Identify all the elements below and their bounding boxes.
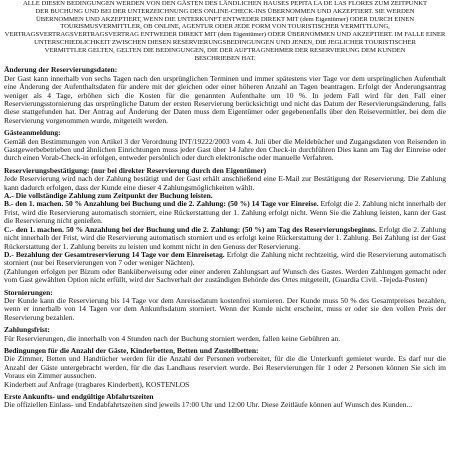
header-line: VERMITTLER GELTEN, GELTEN DIE BEDINGUNGEN, DIE DER AUFTRAGNEHMER DER RESERVIERUNG DEM KUNDEN [44,46,406,54]
header-line: TOURISMUSVERMITTLER, OB ONLINE, AGENTUR ODER JEDE FORM VON TOURISTISCHER VERMITTLUNG, [60,23,390,31]
section-guests [4,347,446,389]
section-text: Die offiziellen Einlass- und Endabfahrtszeiten sind jeweils 17:00 Uhr und 12:00 Uhr. Diese Zeitläufe können auf Wunsch des Kunden... [4,400,413,410]
payment-option-a: A.- Die vollständige Zahlung zum Zeitpunkt der Buchung leisten. [4,191,213,201]
header-line: VERTRAGSVERTRAGSVERTRAGSVERTRAG ENTWEDER DIREKT MIT (dem Eigentümer) ODER ÜBERNOMMEN UND AKZEPTIERT. IM FALLE EINER [4,31,446,39]
section-title: Bedingungen für die Anzahl der Gäste, Kinderbetten, Betten und Zustellbetten: [4,345,259,355]
section-text: Der Gast kann innerhalb von sechs Tagen nach den ursprünglichen Terminen und immer spätestens vier Tage vor dem ursprünglichen Aufenthalt eine Änderung der Aufenthaltsdaten für andere mit der gleichen oder einer höheren Anzahl an Tagen beantragen. Erfolgt der Änderungsantrag weniger als 4 Tage, erhöhen sich die Kosten für die genannten Aufenthalte um 10 %. In jedem Fall wird für den Fall einer Reservierungsstornierung das ursprüngliche Datum der ersten Reservierung berücksichtigt und nicht das Datum der Reservierungsänderung, falls diese stattgefunden hat. Der Antrag auf Änderung der Daten muss dem Eigentümer oder gegebenenfalls über den Reisevermittler, bei dem die Reservierung vorgenommen wurde, mitgeteilt werden. [4,73,446,125]
payment-option-b [4,200,446,225]
header-line: ÜBERNOMMEN UND AKZEPTIERT, WENN DIE UNTERKUNFT ENTWEDER DIREKT MIT (dem Eigentümer) ODER DURCH EINEN [35,15,415,23]
payment-option-d-heading: D.- Bezahlung der Gesamtreservierung 14 Tage vor dem Einreisetag. [4,249,225,259]
payment-option-d [4,251,446,268]
crib-note: Kinderbett auf Anfrage (tragbares Kinderbett), KOSTENLOS [4,379,190,389]
section-payment-deadline [4,326,446,343]
payment-option-b-heading: B.- den 1. machen. 50 % Anzahlung bei Buchung und die 2. Zahlung: (50 %) 14 Tage vor Einreise. [4,199,319,209]
section-title: Gästeanmeldung: [4,128,61,138]
payment-option-d-text: Erfolgt die Zahlung nicht rechtzeitig, wird die Reservierung automatisch storniert (nur bei Reservierungen von 7 oder weniger Nächten). [4,249,446,268]
section-title: Änderung der Reservierungsdaten: [4,65,118,75]
section-cancellation [4,289,446,323]
section-title: Stornierungen: [4,287,53,297]
section-title: Zahlungsfrist: [4,325,50,335]
section-text: Der Kunde kann die Reservierung bis 14 Tage vor dem Anreisedatum kostenfrei stornieren. Der Kunde muss 50 % des Gesamtpreises bezahlen, wenn er innerhalb von 14 Tagen vor dem Ankunftsdatum storniert. Wenn der Kunde nicht erscheint, muss er oder sie den vollen Preis der Reservierung bezahlen. [4,295,446,322]
section-text: Jede Reservierung wird nach der Zahlung bestätigt und der Gast erhält anschließend eine E-Mail zur Bestätigung der Reservierung. Die Zahlung kann dadurch erfolgen, dass der Kunde eine dieser 4 Zahlungsmöglichkeiten wählt. [4,174,446,192]
section-text: Gemäß den Bestimmungen von Artikel 3 der Verordnung INT/19222/2003 vom 4. Juli über die Meldebücher und Zugangsdaten von Reisenden in Gastgewerbebetrieben und ähnlichen Einrichtungen muss jeder Gast über 14 Jahre den Check-in durchführen Dies kann am Tag der Einreise oder durch einen Vorab-Check-in erfolgen, entweder persönlich oder durch elektronische oder manuelle Verfahren. [4,136,446,163]
header-line: UNTERSCHIEDLICHKEIT ZWISCHEN DIESEN RESERVIERUNGSBEDINGUNGEN UND JENEN, DIE JEGLICHER TOURISTISCHER [34,38,416,46]
section-title: Reservierungsbestätigung: (nur bei direkter Reservierung durch den Eigentümer) [4,165,267,175]
payment-note: (Zahlungen erfolgen per Bizum oder Banküberweisung oder einer anderen Zahlungsart auf Wunsch des Gastes. Werden Zahlungen gemacht oder vom Gast gewählten Option nicht erfüllt, wird der Sachverhalt der zuständigen Behörde des Ortes mitgeteilt, (Guardia Civil. -Tejeda-Posten) [4,266,446,285]
section-arrival [4,393,446,410]
payment-option-c [4,226,446,251]
header-line: DER BUCHUNG UND BEI DER UNTERZEICHNUNG DES ONLINE-CHECK-INS ÜBERNOMMEN UND AKZEPTIERT. SIE WERDEN [35,7,415,15]
header-line: ALLE DIESEN BEDINGUNGEN WERDEN VON DEN GÄSTEN DES LÄNDLICHEN HAUSES PEPITA LA DE LAS FLORES ZUM ZEITPUNKT [22,0,428,7]
section-title: Erste Ankunfts- und endgültige Abfahrtszeiten [4,392,154,401]
section-guest-registration [4,129,446,163]
section-text: Die Zimmer, Betten und Handtücher werden für die Anzahl der Personen vorbereitet, für die die Unterkunft gemietet wurde. Es darf nur die Anzahl der Gäste untergebracht werden, für die das Landhaus reserviert wurde. Bei Reservierungen für 1 oder 2 Personen können Sie sich im Voraus ein Zimmer aussuchen. [4,354,446,381]
payment-option-b-text: Erfolgt die 2. Zahlung nicht innerhalb der Frist, wird die Reservierung automatisch storniert, eine Rückerstattung der 1. Zahlung erfolgt nicht. Wenn Sie die Zahlung leisten, kann der Gast die Reservierung nicht genießen. [4,199,447,226]
section-booking [4,167,446,285]
payment-option-c-heading: C.- den 1. machen. 50 % Anzahlung bei der Buchung und die 2. Zahlung: (50 %) am Tag des Reservierungsbeginns. [4,224,377,234]
section-changes [4,66,446,125]
header-notice [4,0,446,62]
header-line: BESCHRIEBEN HAT. [194,54,256,62]
payment-option-c-text: Erfolgt die 2. Zahlung nicht innerhalb der Frist, wird die Reservierung automatisch storniert und es erfolgt keine Rückerstattung der 1. Zahlung. Bei Zahlung ist der Gast Rückerstattung der 1. Zahlung bereits zu leisten und kommt nicht in den Genuss der Reservierung. [4,224,446,251]
section-text: Für Reservierungen, die innerhalb von 4 Stunden nach der Buchung storniert werden, fallen keine Gebühren an. [4,333,341,343]
